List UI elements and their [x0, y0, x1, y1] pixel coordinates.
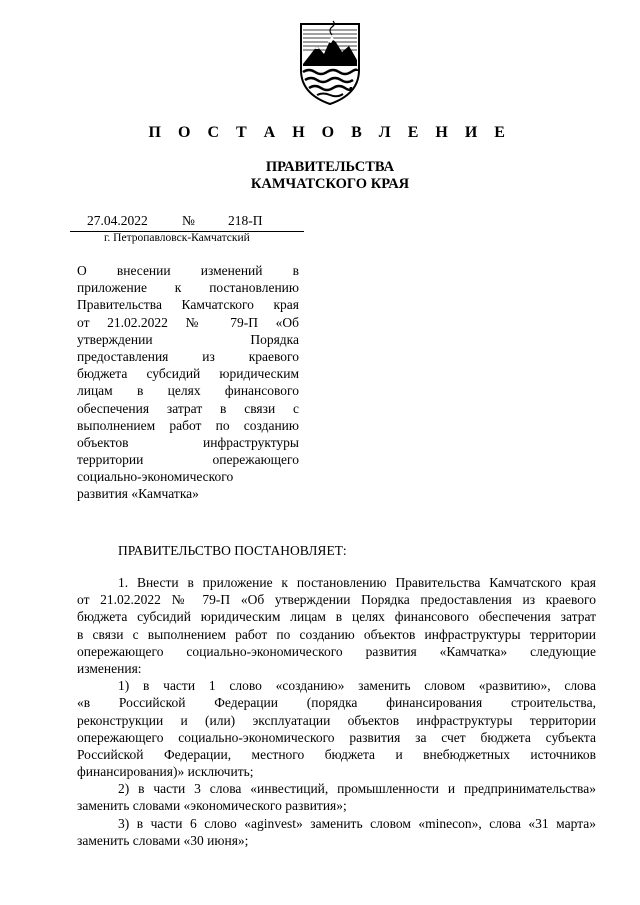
subject-line: выполнением работ по созданию [77, 417, 299, 433]
subject-line: утверждении Порядка [77, 331, 299, 347]
subject-line: бюджета субсидий юридическим [77, 366, 299, 382]
subject-line: предоставления из краевого [77, 348, 299, 364]
number-sign: № [182, 213, 195, 228]
body-line: бюджета субсидий юридическим лицам в целях финансового обеспечения затрат [77, 609, 596, 625]
body-line: реконструкции и (или) эксплуатации объектов инфраструктуры территории [77, 712, 596, 728]
subject-line: объектов инфраструктуры [77, 434, 299, 450]
date-number-line [70, 213, 304, 232]
body-line: финансирования)» исключить; [77, 764, 254, 780]
subject-line: от 21.02.2022 № 79-П «Об [77, 314, 299, 330]
body-line: заменить словами «экономического развития»; [77, 798, 347, 814]
decree-statement: ПРАВИТЕЛЬСТВО ПОСТАНОВЛЯЕТ: [118, 543, 347, 558]
body-line: 1. Внести в приложение к постановлению Правительства Камчатского края [118, 575, 596, 590]
issuer-title [0, 159, 640, 193]
document-subject [77, 262, 299, 503]
issue-city: г. Петропавловск-Камчатский [104, 232, 250, 244]
body-line: заменить словами «30 июня»; [77, 832, 249, 848]
document-body [77, 574, 596, 849]
subject-line: О внесении изменений в [77, 263, 299, 278]
subject-line: обеспечения затрат в связи с [77, 400, 299, 416]
body-line: в связи с выполнением работ по созданию объектов инфраструктуры территории [77, 626, 596, 642]
body-line: от 21.02.2022 № 79-П «Об утверждении Порядка предоставления из краевого [77, 592, 596, 608]
body-line: 1) в части 1 слово «созданию» заменить словом «развитию», слова [118, 678, 596, 694]
body-line: Российской Федерации, местного бюджета и внебюджетных источников [77, 746, 596, 762]
body-line: опережающего социально-экономического развития за счет бюджета субъекта [77, 729, 596, 745]
body-line: 2) в части 3 слова «инвестиций, промышленности и предпринимательства» [118, 781, 596, 797]
subject-line: развития «Камчатка» [77, 486, 199, 502]
document-number: 218-П [228, 213, 263, 228]
issuer-line-2: КАМЧАТСКОГО КРАЯ [250, 176, 410, 192]
document-date: 27.04.2022 [87, 213, 148, 228]
kamchatka-coat-of-arms [297, 18, 363, 106]
body-line: «в Российской Федерации (порядка финансирования строительства, [77, 695, 596, 711]
subject-line: приложение к постановлению [77, 280, 299, 296]
subject-line: социально-экономического [77, 469, 234, 485]
body-line: изменения: [77, 660, 142, 676]
subject-line: территории опережающего [77, 452, 299, 468]
body-line: опережающего социально-экономического развития «Камчатка» следующие [77, 643, 596, 659]
subject-line: Правительства Камчатского края [77, 297, 299, 313]
body-line: 3) в части 6 слово «aginvest» заменить словом «minecon», слова «31 марта» [118, 815, 596, 831]
issuer-line-1: ПРАВИТЕЛЬСТВА [265, 159, 395, 175]
subject-line: лицам в целях финансового [77, 383, 299, 399]
document-type-heading: П О С Т А Н О В Л Е Н И Е [148, 124, 512, 141]
